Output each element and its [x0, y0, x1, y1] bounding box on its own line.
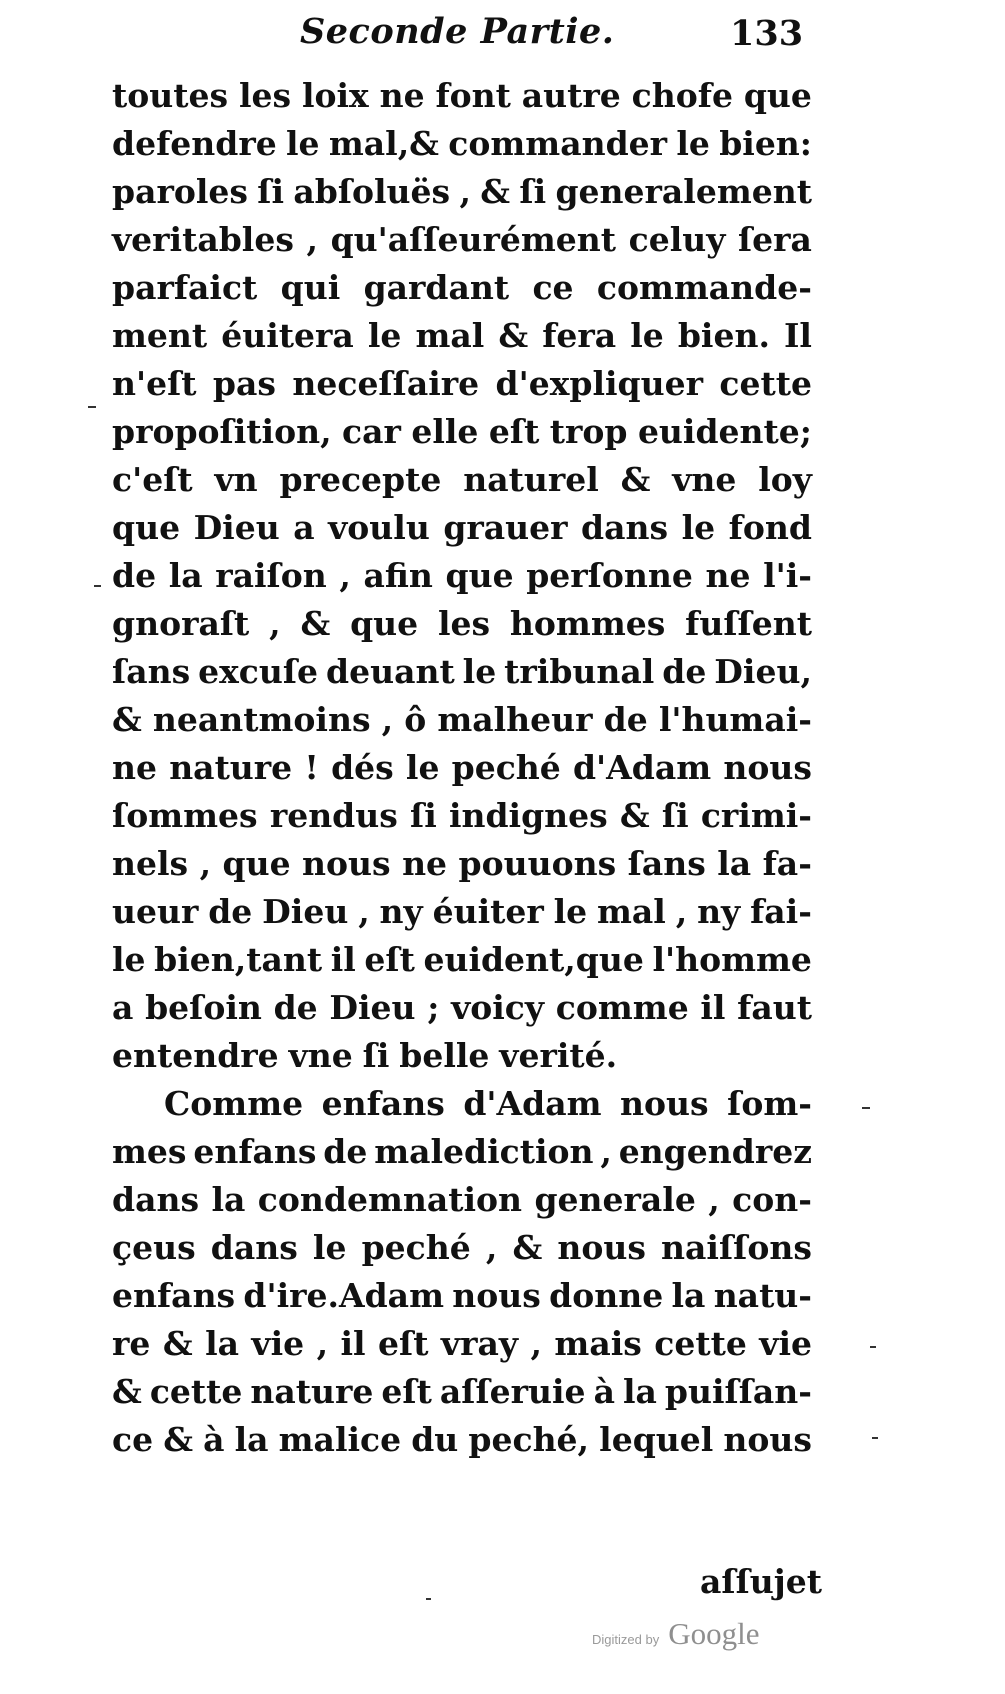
- catchword: aſſujet: [700, 1562, 822, 1601]
- text-word: veritables: [112, 220, 294, 259]
- text-word: l'i-: [763, 556, 812, 595]
- text-word: car: [342, 412, 401, 451]
- text-word: tribunal: [504, 652, 655, 691]
- text-word: ,: [600, 1132, 612, 1171]
- text-word: c'eſt: [112, 460, 193, 499]
- text-word: qui: [280, 268, 341, 307]
- text-line: [112, 600, 812, 648]
- text-word: vie: [759, 1324, 812, 1363]
- text-word: ne: [379, 76, 425, 115]
- text-word: mal: [415, 316, 485, 355]
- text-word: nature: [169, 748, 293, 787]
- text-word: de: [112, 556, 157, 595]
- text-word: chofe: [631, 76, 733, 115]
- text-line: [112, 936, 812, 984]
- running-head: Seconde Partie.: [300, 11, 615, 52]
- text-word: malice: [278, 1420, 402, 1459]
- text-word: engendrez: [618, 1132, 812, 1171]
- text-word: &: [498, 316, 529, 355]
- text-word: Dieu: [329, 988, 416, 1027]
- text-word: ,: [306, 220, 318, 259]
- text-word: ,: [199, 844, 212, 883]
- text-word: il: [330, 940, 356, 979]
- text-word: ſi: [362, 1036, 390, 1075]
- text-word: &: [112, 700, 142, 739]
- text-word: ſi: [519, 172, 547, 211]
- text-word: malheur: [437, 700, 593, 739]
- text-word: le: [681, 508, 716, 547]
- text-word: commande-: [596, 268, 812, 307]
- text-word: elle: [411, 412, 479, 451]
- text-word: les: [238, 76, 292, 115]
- text-line: [112, 1320, 812, 1368]
- text-word: autre: [521, 76, 621, 115]
- text-word: Dieu,: [714, 652, 812, 691]
- text-word: vne: [672, 460, 737, 499]
- text-word: parfaict: [112, 268, 258, 307]
- text-line: [112, 504, 812, 552]
- text-word: ce: [112, 1420, 154, 1459]
- text-word: le: [112, 940, 146, 979]
- text-word: le: [462, 652, 497, 691]
- text-word: vray: [440, 1324, 519, 1363]
- text-word: lequel: [599, 1420, 714, 1459]
- text-word: rendus: [269, 796, 398, 835]
- text-word: ueur: [112, 892, 199, 931]
- text-word: de: [603, 700, 648, 739]
- text-word: ô: [404, 700, 427, 739]
- text-word: &: [112, 1372, 142, 1411]
- text-word: de: [323, 1132, 368, 1171]
- text-word: à: [593, 1372, 615, 1411]
- text-word: donne: [549, 1276, 664, 1315]
- text-word: loix: [301, 76, 369, 115]
- text-word: generale: [534, 1180, 696, 1219]
- text-word: &: [163, 1420, 193, 1459]
- margin-mark: [88, 406, 96, 408]
- text-line: [112, 552, 812, 600]
- text-word: la: [168, 556, 203, 595]
- text-word: neantmoins: [152, 700, 371, 739]
- text-word: la: [717, 844, 752, 883]
- margin-mark: [872, 1437, 878, 1439]
- text-word: &: [512, 1228, 543, 1267]
- text-word: dés: [331, 748, 394, 787]
- google-logo: Google: [668, 1616, 760, 1651]
- text-word: çeus: [112, 1228, 196, 1267]
- text-word: pas: [212, 364, 276, 403]
- text-word: a: [112, 988, 134, 1027]
- text-line: [112, 360, 812, 408]
- text-word: que: [222, 844, 291, 883]
- text-word: ne: [112, 748, 157, 787]
- text-word: qu'aſſeurément: [330, 220, 617, 259]
- text-word: nous: [557, 1228, 646, 1267]
- text-word: ment: [112, 316, 208, 355]
- text-word: crimi-: [700, 796, 812, 835]
- text-word: grauer: [443, 508, 568, 547]
- text-word: peché,: [468, 1420, 590, 1459]
- text-word: pouuons: [458, 844, 617, 883]
- text-word: vne: [288, 1036, 353, 1075]
- text-line: [112, 456, 812, 504]
- text-word: fond: [728, 508, 812, 547]
- text-word: neceſſaire: [292, 364, 480, 403]
- text-word: bien:: [719, 124, 812, 163]
- text-word: naturel: [463, 460, 599, 499]
- text-word: le: [367, 316, 402, 355]
- text-word: eſt: [378, 1324, 429, 1363]
- text-word: nous: [302, 844, 391, 883]
- text-word: dans: [581, 508, 669, 547]
- text-word: nels: [112, 844, 189, 883]
- text-word: ny: [697, 892, 741, 931]
- text-line: [112, 408, 812, 456]
- text-word: trop: [549, 412, 628, 451]
- text-word: ſi: [661, 796, 689, 835]
- text-word: &: [620, 460, 651, 499]
- text-line: [112, 264, 812, 312]
- text-word: d'Adam: [572, 748, 712, 787]
- text-line: [112, 1080, 812, 1128]
- text-word: le: [405, 748, 440, 787]
- text-word: ,: [708, 1180, 720, 1219]
- text-word: cette: [149, 1372, 243, 1411]
- margin-mark: [870, 1346, 876, 1348]
- text-word: les: [437, 604, 491, 643]
- text-word: nous: [723, 1420, 812, 1459]
- text-word: ,: [485, 1228, 498, 1267]
- digitized-by-watermark: [592, 1618, 760, 1649]
- text-line: [112, 840, 812, 888]
- text-word: gnoraſt: [112, 604, 250, 643]
- text-word: &: [162, 1324, 193, 1363]
- text-word: ſi: [410, 796, 437, 835]
- text-word: comme: [555, 988, 689, 1027]
- text-word: ,: [339, 556, 351, 595]
- text-word: vie: [251, 1324, 305, 1363]
- text-word: ſommes: [112, 796, 258, 835]
- text-word: le: [553, 892, 588, 931]
- text-word: de: [273, 988, 318, 1027]
- text-word: dans: [112, 1180, 200, 1219]
- text-line: [112, 1224, 812, 1272]
- text-line: [112, 648, 812, 696]
- text-word: il: [340, 1324, 366, 1363]
- text-word: voicy: [451, 988, 545, 1027]
- text-word: la: [671, 1276, 706, 1315]
- text-word: nous: [452, 1276, 541, 1315]
- text-word: vn: [214, 460, 258, 499]
- text-word: ,: [269, 604, 281, 643]
- text-line: [112, 1368, 812, 1416]
- text-word: commander: [448, 124, 668, 163]
- text-word: afin: [363, 556, 433, 595]
- text-word: mal,&: [328, 124, 439, 163]
- text-word: ne: [705, 556, 751, 595]
- text-word: d'ire.Adam: [243, 1276, 444, 1315]
- text-word: la: [211, 1180, 246, 1219]
- text-word: con-: [732, 1180, 812, 1219]
- text-word: d'Adam: [463, 1084, 602, 1123]
- text-word: abſoluës: [293, 172, 451, 211]
- text-word: paroles: [112, 172, 248, 211]
- text-word: celuy: [628, 220, 726, 259]
- text-line: [112, 168, 812, 216]
- text-word: le: [286, 124, 320, 163]
- text-word: mais: [554, 1324, 642, 1363]
- text-line: [112, 1128, 812, 1176]
- text-word: excuſe: [198, 652, 319, 691]
- text-word: naiſſons: [661, 1228, 812, 1267]
- text-word: puiſſan-: [664, 1372, 812, 1411]
- text-word: ,: [381, 700, 394, 739]
- text-line: [112, 696, 812, 744]
- text-word: condemnation: [257, 1180, 523, 1219]
- text-word: éuitera: [221, 316, 354, 355]
- text-word: la: [234, 1420, 269, 1459]
- text-word: la: [622, 1372, 657, 1411]
- text-line: [112, 1416, 812, 1464]
- text-word: ſi: [257, 172, 285, 211]
- text-word: Dieu: [262, 892, 349, 931]
- text-word: Il: [784, 316, 812, 355]
- text-word: entendre: [112, 1036, 279, 1075]
- text-word: generalement: [555, 172, 812, 211]
- text-line: [112, 888, 812, 936]
- text-word: ſans: [112, 652, 191, 691]
- margin-mark: [94, 585, 101, 587]
- text-word: belle: [399, 1036, 490, 1075]
- text-word: peché: [451, 748, 561, 787]
- text-word: le: [312, 1228, 347, 1267]
- text-word: fa-: [762, 844, 812, 883]
- text-word: mal: [597, 892, 666, 931]
- text-word: &: [300, 604, 331, 643]
- text-word: euidente;: [637, 412, 812, 451]
- text-word: re: [112, 1324, 151, 1363]
- text-word: ;: [427, 988, 440, 1027]
- text-word: nature: [250, 1372, 374, 1411]
- text-word: mes: [112, 1132, 187, 1171]
- text-word: eſt: [381, 1372, 432, 1411]
- body-text: [112, 72, 812, 1464]
- text-word: cette: [654, 1324, 747, 1363]
- text-word: eſt: [488, 412, 540, 451]
- text-word: le: [676, 124, 710, 163]
- text-word: !: [304, 748, 319, 787]
- text-word: de: [208, 892, 253, 931]
- text-word: natu-: [713, 1276, 812, 1315]
- text-word: du: [411, 1420, 459, 1459]
- text-word: nous: [620, 1084, 709, 1123]
- text-line: [112, 120, 812, 168]
- text-word: perſonne: [526, 556, 693, 595]
- text-word: que: [445, 556, 514, 595]
- text-word: ny: [379, 892, 423, 931]
- text-word: ce: [532, 268, 574, 307]
- text-word: verité.: [499, 1036, 618, 1075]
- text-word: faut: [737, 988, 812, 1027]
- text-line: [112, 1032, 812, 1080]
- text-word: ſera: [737, 220, 812, 259]
- text-word: ,: [316, 1324, 329, 1363]
- text-word: raiſon: [215, 556, 327, 595]
- text-word: deuant: [326, 652, 455, 691]
- text-word: peché: [361, 1228, 471, 1267]
- text-word: loy: [758, 460, 812, 499]
- text-word: de: [662, 652, 707, 691]
- text-word: gardant: [363, 268, 510, 307]
- text-word: indignes: [448, 796, 608, 835]
- text-word: enfans: [193, 1132, 317, 1171]
- text-line: [112, 792, 812, 840]
- margin-mark: [862, 1107, 870, 1109]
- text-word: la: [205, 1324, 239, 1363]
- text-word: precepte: [279, 460, 442, 499]
- text-word: ,: [358, 892, 370, 931]
- text-word: fai-: [750, 892, 812, 931]
- text-word: fuſſent: [685, 604, 812, 643]
- text-line: [112, 72, 812, 120]
- text-word: &: [480, 172, 511, 211]
- text-word: que: [112, 508, 181, 547]
- text-word: cette: [719, 364, 812, 403]
- text-word: malediction: [374, 1132, 594, 1171]
- text-word: Dieu: [193, 508, 280, 547]
- text-word: bien.: [677, 316, 770, 355]
- text-word: ,: [530, 1324, 542, 1363]
- text-word: font: [435, 76, 511, 115]
- text-word: propoſition,: [112, 412, 332, 451]
- text-word: que: [350, 604, 419, 643]
- text-word: ſom-: [727, 1084, 812, 1123]
- text-word: le: [630, 316, 664, 355]
- text-word: d'expliquer: [495, 364, 703, 403]
- text-word: voulu: [328, 508, 430, 547]
- text-word: éuiter: [432, 892, 544, 931]
- text-word: fera: [542, 316, 617, 355]
- text-word: dans: [210, 1228, 298, 1267]
- text-word: hommes: [509, 604, 666, 643]
- text-word: nous: [723, 748, 812, 787]
- text-word: enfans: [321, 1084, 445, 1123]
- text-word: Comme: [164, 1084, 304, 1123]
- text-word: il: [700, 988, 726, 1027]
- text-word: ,: [675, 892, 688, 931]
- text-word: que: [743, 76, 812, 115]
- margin-mark: [426, 1598, 431, 1600]
- text-word: a: [293, 508, 315, 547]
- text-word: l'homme: [652, 940, 812, 979]
- page-number: 133: [730, 13, 804, 54]
- text-line: [112, 1272, 812, 1320]
- text-word: ne: [402, 844, 448, 883]
- text-line: [112, 744, 812, 792]
- text-word: toutes: [112, 76, 229, 115]
- text-word: à: [203, 1420, 225, 1459]
- text-word: enfans: [112, 1276, 236, 1315]
- text-word: &: [619, 796, 650, 835]
- text-line: [112, 984, 812, 1032]
- text-word: beſoin: [145, 988, 262, 1027]
- text-line: [112, 312, 812, 360]
- watermark-prefix: Digitized by: [592, 1632, 660, 1647]
- text-word: defendre: [112, 124, 277, 163]
- text-word: euident,que: [423, 940, 644, 979]
- text-word: aſſeruie: [439, 1372, 586, 1411]
- text-word: ſans: [627, 844, 706, 883]
- text-word: l'humai-: [658, 700, 812, 739]
- text-line: [112, 1176, 812, 1224]
- text-line: [112, 216, 812, 264]
- text-word: n'eſt: [112, 364, 197, 403]
- text-word: bien,tant: [154, 940, 323, 979]
- text-word: eſt: [364, 940, 415, 979]
- text-word: ,: [459, 172, 471, 211]
